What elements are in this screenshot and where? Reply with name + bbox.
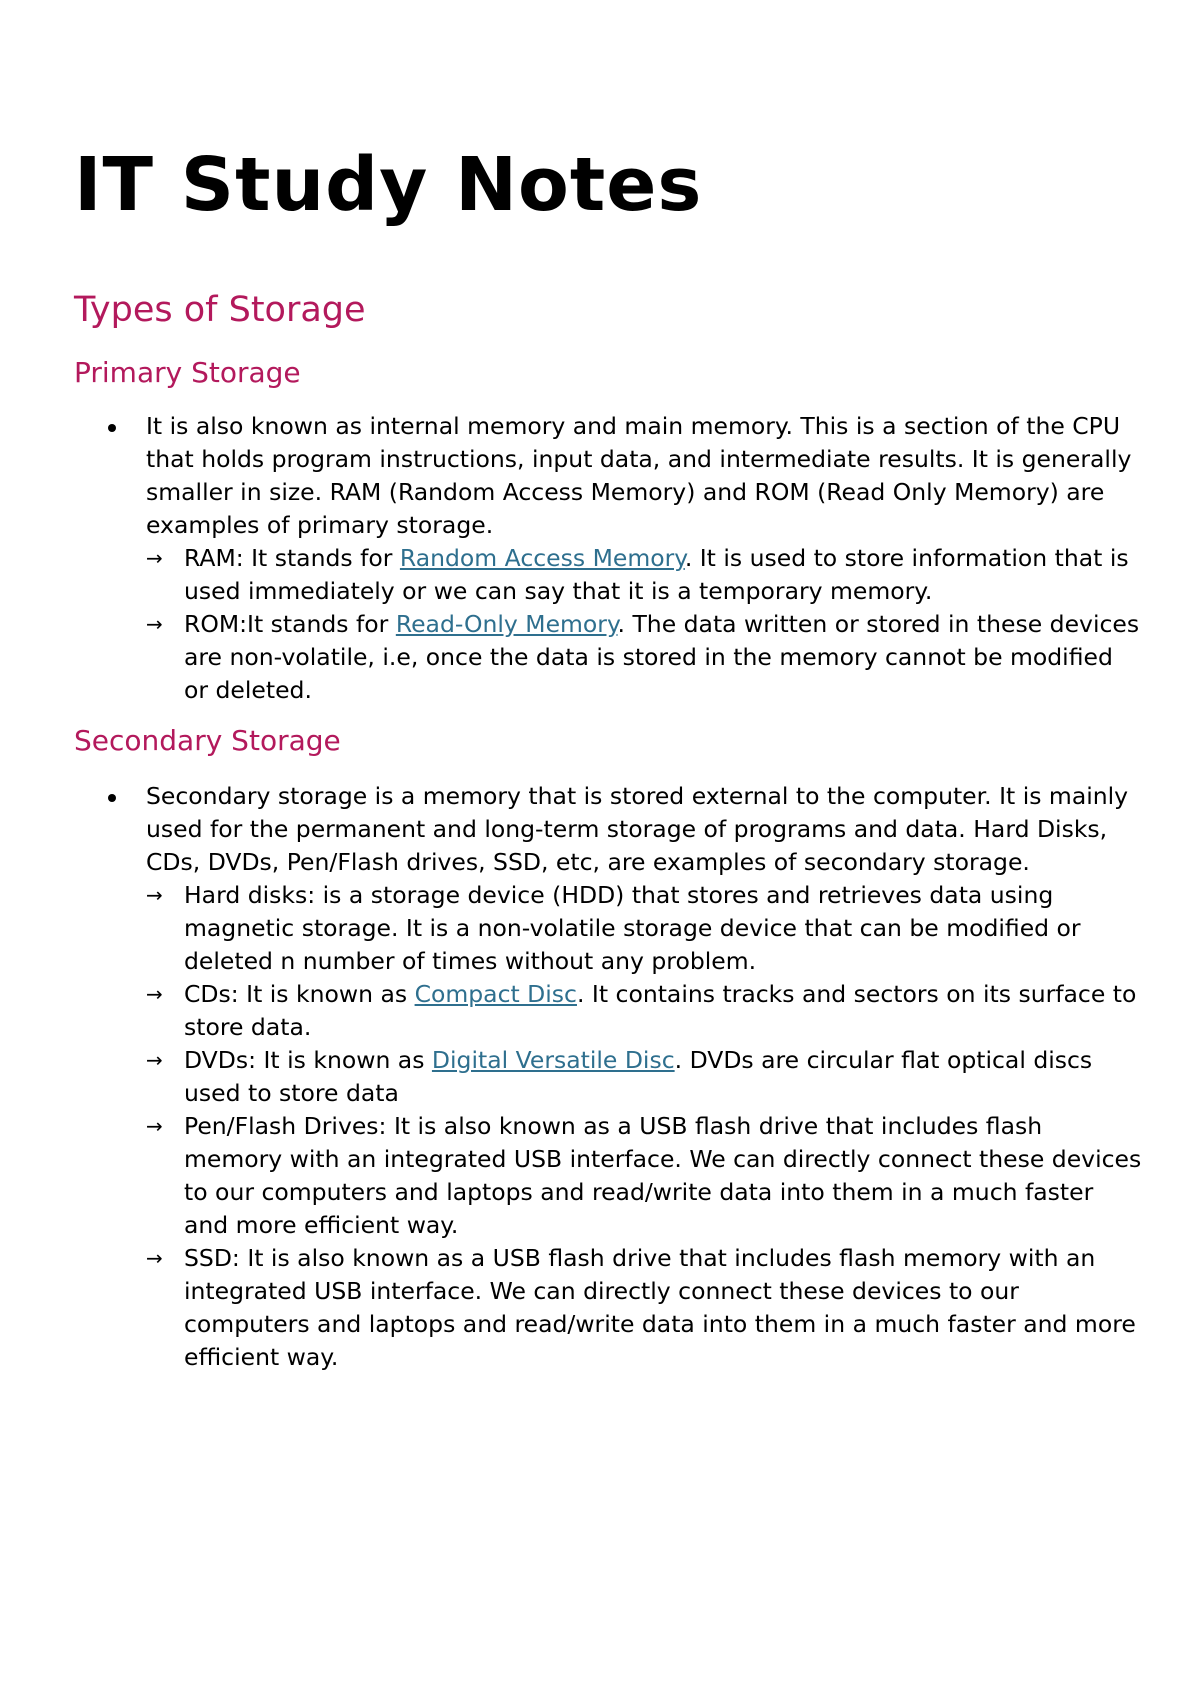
sub-item-cds (74, 978, 1144, 1044)
link-compact-disc[interactable]: Compact Disc (414, 980, 577, 1008)
subsection-heading-primary-storage: Primary Storage (74, 356, 301, 389)
subsection-heading-secondary-storage: Secondary Storage (74, 724, 341, 757)
arrow-icon: → (146, 546, 163, 570)
sub-item-pen-flash-drives (74, 1110, 1144, 1242)
secondary-bullet-list (74, 780, 1144, 879)
primary-sub-list (74, 542, 1144, 707)
page-title: IT Study Notes (74, 142, 703, 228)
sub-item-ssd (74, 1242, 1144, 1374)
bullet-icon (108, 424, 116, 432)
sub-item-hard-disks (74, 879, 1144, 978)
primary-bullet-item (74, 410, 1144, 542)
link-read-only-memory[interactable]: Read-Only Memory (395, 610, 618, 638)
sub-item-text: . The data written or stored in these devices are non-volatile, i.e, once the data is stored in the memory cannot be modified or deleted. (184, 610, 1140, 704)
secondary-bullet-item (74, 780, 1144, 879)
sub-item-text: ROM:It stands for (184, 610, 396, 638)
bullet-icon (108, 794, 116, 802)
sub-item-text: . DVDs are circular flat optical discs used to store data (184, 1046, 1093, 1107)
sub-item-text: . It is used to store information that is used immediately or we can say that it is a temporary memory. (184, 544, 1129, 605)
sub-item-text: . It contains tracks and sectors on its surface to store data. (184, 980, 1137, 1041)
secondary-sub-list (74, 879, 1144, 1374)
link-random-access-memory[interactable]: Random Access Memory (399, 544, 685, 572)
primary-storage-content (74, 410, 1144, 707)
sub-item-rom (74, 608, 1144, 707)
sub-item-dvds (74, 1044, 1144, 1110)
arrow-icon: → (146, 612, 163, 636)
primary-bullet-text: It is also known as internal memory and main memory. This is a section of the CPU that holds program instructions, input data, and intermediate results. It is generally smaller in size. RAM (Random Access Memory) and ROM (Read Only Memory) are examples of primary storage. (146, 412, 1132, 539)
secondary-storage-content (74, 780, 1144, 1374)
sub-item-text: Pen/Flash Drives: It is also known as a USB flash drive that includes flash memory with an integrated USB interface. We can directly connect these devices to our computers and laptops and read/write data into them in a much faster and more efficient way. (184, 1112, 1142, 1239)
sub-item-text: CDs: It is known as (184, 980, 415, 1008)
link-digital-versatile-disc[interactable]: Digital Versatile Disc (431, 1046, 675, 1074)
arrow-icon: → (146, 883, 163, 907)
arrow-icon: → (146, 982, 163, 1006)
sub-item-text: Hard disks: is a storage device (HDD) that stores and retrieves data using magnetic storage. It is a non-volatile storage device that can be modified or deleted n number of times without any problem. (184, 881, 1081, 975)
sub-item-text: RAM: It stands for (184, 544, 400, 572)
arrow-icon: → (146, 1048, 163, 1072)
section-heading-types-of-storage: Types of Storage (74, 290, 366, 330)
sub-item-text: SSD: It is also known as a USB flash drive that includes flash memory with an integrated USB interface. We can directly connect these devices to our computers and laptops and read/write data into them in a much faster and more efficient way. (184, 1244, 1136, 1371)
sub-item-text: DVDs: It is known as (184, 1046, 432, 1074)
primary-bullet-list (74, 410, 1144, 542)
arrow-icon: → (146, 1114, 163, 1138)
secondary-bullet-text: Secondary storage is a memory that is stored external to the computer. It is mainly used for the permanent and long-term storage of programs and data. Hard Disks, CDs, DVDs, Pen/Flash drives, SSD, etc, are examples of secondary storage. (146, 782, 1129, 876)
sub-item-ram (74, 542, 1144, 608)
arrow-icon: → (146, 1246, 163, 1270)
